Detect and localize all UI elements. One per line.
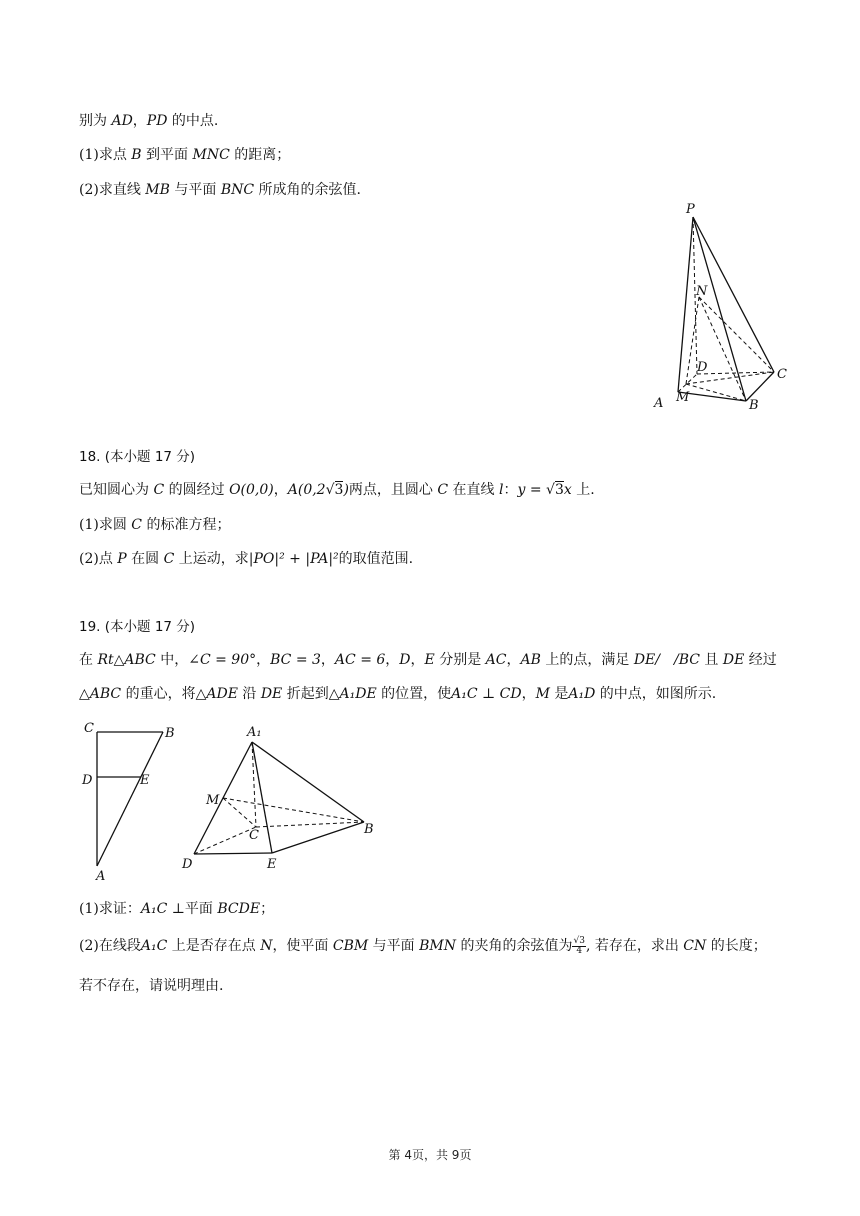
label-D: D — [82, 773, 93, 788]
cosine-fraction: $\frac{√3}{4}$ — [573, 935, 585, 956]
label-E: E — [267, 857, 277, 872]
label-P: P — [686, 202, 695, 217]
q17-part2: (2)求直线 MB 与平面 BNC 所成角的余弦值. — [79, 182, 361, 198]
page-footer: 第 4页，共 9页 — [388, 1148, 472, 1162]
q19-stem-line2: △ABC 的重心，将△ADE 沿 DE 折起到△A₁DE 的位置，使A₁C ⊥ CD，M 是A₁D 的中点，如图所示. — [79, 686, 717, 702]
label-N: N — [696, 284, 708, 299]
q19-triangle-figure — [76, 718, 186, 884]
label-B: B — [749, 398, 759, 413]
label-C: C — [84, 721, 94, 736]
label-M: M — [206, 793, 220, 808]
label-B: B — [165, 726, 175, 741]
q17-pyramid-figure — [648, 200, 798, 418]
label-A: A — [96, 869, 106, 884]
q19-header: 19. (本小题 17 分) — [79, 619, 196, 635]
q19-part2-continued: 若不存在，请说明理由. — [79, 978, 224, 994]
q19-folded-figure — [176, 720, 382, 876]
label-D: D — [697, 360, 708, 375]
q18-header: 18. (本小题 17 分) — [79, 449, 196, 465]
q19-part2: (2)在线段A₁C 上是否存在点 N，使平面 CBM 与平面 BMN 的夹角的余弦值为 $\frac{√3}{4}$ , 若存在，求出 CN 的长度； — [79, 935, 767, 956]
label-A: A — [654, 396, 664, 411]
q19-part1: (1)求证：A₁C ⊥平面 BCDE； — [79, 901, 275, 917]
label-A1: A₁ — [247, 725, 262, 740]
label-B: B — [364, 822, 374, 837]
q18-part1: (1)求圆 C 的标准方程； — [79, 517, 231, 533]
label-D: D — [182, 857, 193, 872]
q17-statement-tail: 别为 AD，PD 的中点. — [79, 113, 219, 129]
label-M: M — [676, 390, 690, 405]
label-C: C — [249, 828, 259, 843]
label-C: C — [777, 367, 787, 382]
q18-part2: (2)点 P 在圆 C 上运动，求|PO|² + |PA|²的取值范围. — [79, 551, 414, 567]
q18-stem: 已知圆心为 C 的圆经过 O(0,0)，A(0,2√3)两点，且圆心 C 在直线 l：y = √3x 上. — [79, 482, 595, 498]
q17-part1: (1)求点 B 到平面 MNC 的距离； — [79, 147, 291, 163]
q19-stem-line1: 在 Rt△ABC 中，∠C = 90°，BC = 3，AC = 6，D，E 分别是 AC，AB 上的点，满足 DE/ /BC 且 DE 经过 — [79, 652, 777, 668]
label-E: E — [140, 773, 150, 788]
